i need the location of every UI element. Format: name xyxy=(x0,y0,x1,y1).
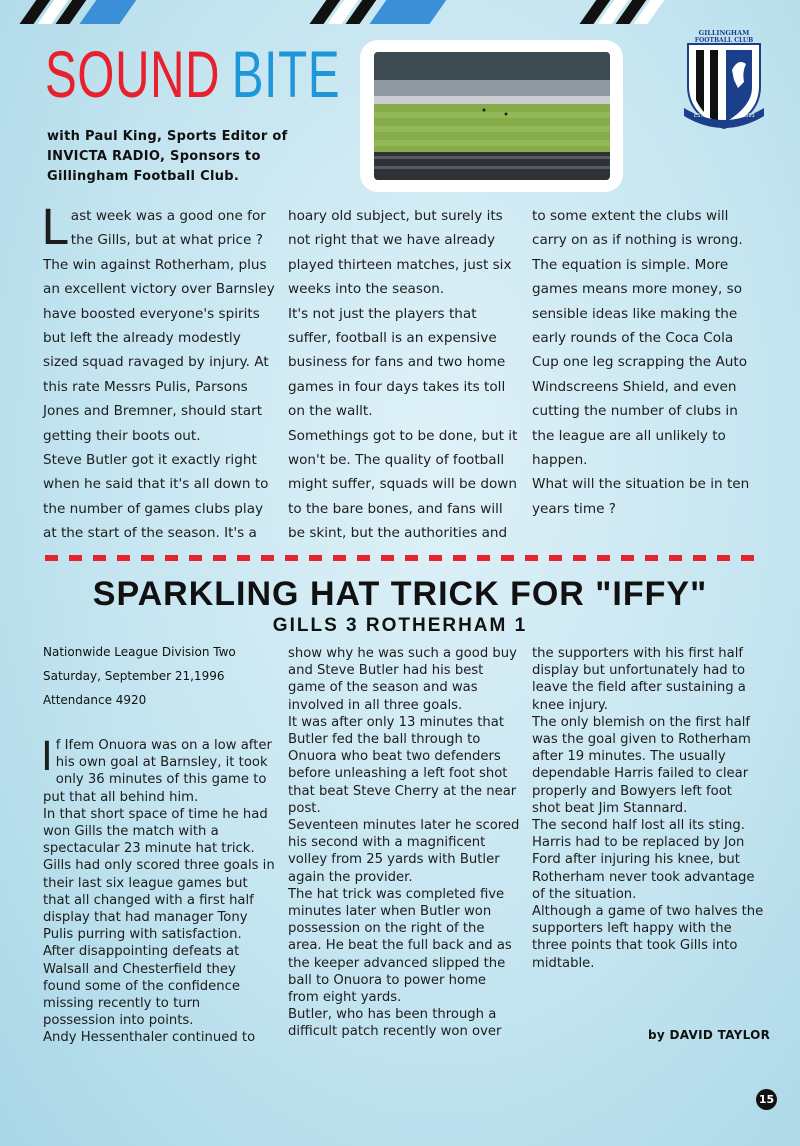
soundbite-col1-paragraph: ast week was a good one for the Gills, but at what price ? xyxy=(70,208,266,249)
dashed-divider xyxy=(45,555,757,561)
crest-text-line1: GILLINGHAM xyxy=(698,29,750,37)
soundbite-col3-paragraph: What will the situation be in ten years time ? xyxy=(532,476,750,517)
match-col2-paragraph: show why he was such a good buy and Steve Butler had his best game of the season and was involved in all three goals. xyxy=(288,646,517,713)
soundbite-byline: with Paul King, Sports Editor of INVICTA RADIO, Sponsors to Gillingham Football Club. xyxy=(47,129,288,184)
soundbite-column-2 xyxy=(288,204,520,546)
stadium-photo-frame xyxy=(360,40,623,192)
match-dropcap: I xyxy=(41,734,53,780)
soundbite-col1-paragraph: Steve Butler got it exactly right when he said that it's all down to the number of games clubs play at the start of the season. It's a xyxy=(43,452,269,542)
soundbite-col2-paragraph: Somethings got to be done, but it won't be. The quality of football might suffer, squads will be down to the bare bones, and fans will be skint, but the authorities and xyxy=(288,427,518,542)
page-number-badge: 15 xyxy=(756,1089,777,1110)
soundbite-column-1 xyxy=(41,200,275,546)
match-col2-paragraph: Butler, who has been through a difficult patch recently won over xyxy=(288,1007,502,1040)
match-col1-paragraph: After disappointing defeats at Walsall and Chesterfield they found some of the confidence missing recently to turn possession into points. xyxy=(43,944,241,1029)
soundbite-col2-paragraph: hoary old subject, but surely its not right that we have already played thirteen matches, just six weeks into the season. xyxy=(288,208,512,298)
match-column-1 xyxy=(41,734,275,1047)
soundbite-column-3 xyxy=(532,204,764,521)
match-column-2 xyxy=(288,645,520,1041)
match-col2-paragraph: It was after only 13 minutes that Butler fed the ball through to Onuora who beat two defenders before unleashing a left foot shot that beat Steve Cherry at the near post. xyxy=(288,714,517,816)
soundbite-col1-paragraph: The win against Rotherham, plus an excellent victory over Barnsley have boosted everyone's spirits but left the already modestly sized squad ravaged by injury. At this rate Messrs Pulis, Parsons Jones and Bremner, should start getting their boots out. xyxy=(43,256,275,444)
match-col3-paragraph: The only blemish on the first half was the goal given to Rotherham after 19 minutes. The usually dependable Harris failed to clear properly and Bowyers left foot shot beat Jim Stannard. xyxy=(532,714,751,816)
match-col2-paragraph: Seventeen minutes later he scored his second with a magnificent volley from 25 yards with Butler again the provider. xyxy=(288,818,520,885)
match-headline: SPARKLING HAT TRICK FOR "IFFY" xyxy=(92,575,708,613)
match-col2-paragraph: The hat trick was completed five minutes later when Butler won possession on the right of the area. He beat the full back and as the keeper advanced slipped the ball to Onuora to power home from eight yards. xyxy=(288,886,512,1006)
match-column-3 xyxy=(532,645,764,972)
match-col3-paragraph: The second half lost all its sting. Harris had to be replaced by Jon Ford after injuring his knee, but Rotherham never took advantage of the situation. xyxy=(532,818,755,902)
crest-text-line2: FOOTBALL CLUB xyxy=(694,37,754,44)
stadium-photo xyxy=(374,52,610,180)
author-signoff: by DAVID TAYLOR xyxy=(648,1028,771,1042)
soundbite-col3-paragraph: The equation is simple. More games means more money, so sensible ideas like making the early rounds of the Coca Cola Cup one leg scrapping the Auto Windscreens Shield, and even cutting the number of clubs in the league are all unlikely to happen. xyxy=(532,256,748,469)
match-col1-paragraph: Gills had only scored three goals in their last six league games but that all changed with a first half display that had manager Tony Pulis purring with satisfaction. xyxy=(43,858,275,943)
soundbite-title xyxy=(45,34,340,114)
title-word-sound: SOUND xyxy=(45,37,221,111)
match-competition: Nationwide League Division Two xyxy=(43,645,236,659)
match-col1-paragraph: Andy Hessenthaler continued to xyxy=(43,1030,256,1046)
match-col1-paragraph: In that short space of time he had won Gills the match with a spectacular 23 minute hat trick. xyxy=(43,806,268,857)
soundbite-dropcap: L xyxy=(41,200,68,256)
soundbite-col2-paragraph: It's not just the players that suffer, football is an expensive business for fans and two home games in four days takes its toll on the wallt. xyxy=(288,305,506,420)
crest-ribbon-left: EST. xyxy=(694,113,705,119)
match-score-subheadline: GILLS 3 ROTHERHAM 1 xyxy=(272,615,528,636)
title-word-bite: BITE xyxy=(231,37,341,111)
header-stripe-decoration xyxy=(0,0,800,32)
soundbite-col3-paragraph: to some extent the clubs will carry on as if nothing is wrong. xyxy=(532,208,743,249)
match-date: Saturday, September 21,1996 xyxy=(43,669,225,683)
match-col3-paragraph: Although a game of two halves the supporters left happy with the three points that took Gills into midtable. xyxy=(532,904,764,971)
crest-ribbon-right: 1893 xyxy=(742,113,755,119)
match-col1-paragraph: f Ifem Onuora was on a low after his own goal at Barnsley, it took only 36 minutes of this game to put that all behind him. xyxy=(43,738,272,805)
match-attendance: Attendance 4920 xyxy=(43,693,147,707)
club-crest-logo xyxy=(682,28,766,132)
match-col3-paragraph: the supporters with his first half display but unfortunately had to leave the field after sustaining a knee injury. xyxy=(532,646,746,713)
